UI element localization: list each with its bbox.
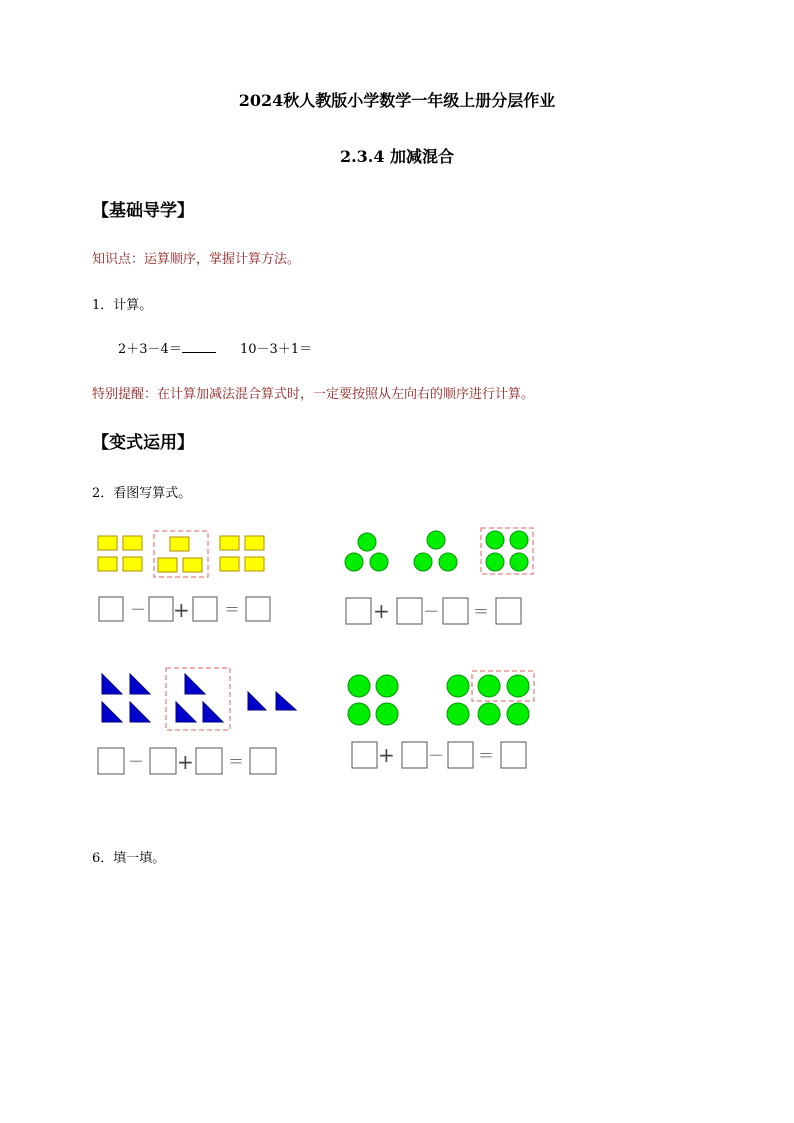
answer-box[interactable] [448, 742, 473, 768]
triangle-group-2 [176, 674, 223, 722]
green-circle [376, 703, 398, 725]
answer-boxes-4 [352, 742, 526, 768]
green-circle [348, 675, 370, 697]
yellow-rectangle [98, 536, 117, 550]
blue-triangle [102, 702, 122, 722]
yellow-rectangle [123, 557, 142, 571]
operator-plus: + [373, 599, 390, 623]
green-circle [507, 703, 529, 725]
answer-boxes-2 [346, 598, 521, 624]
operator-minus: － [428, 746, 445, 765]
answer-boxes-3 [98, 748, 276, 774]
green-circle [427, 531, 445, 549]
answer-box[interactable] [352, 742, 377, 768]
figure-triangles [90, 662, 305, 780]
answer-box[interactable] [496, 598, 521, 624]
yellow-rectangle [183, 558, 202, 572]
operator-equals: ＝ [224, 600, 241, 619]
green-circle [478, 675, 500, 697]
answer-blank[interactable] [182, 340, 216, 353]
green-circle [447, 675, 469, 697]
answer-box[interactable] [196, 748, 222, 774]
answer-box[interactable] [193, 597, 217, 621]
green-circle [447, 703, 469, 725]
answer-box[interactable] [443, 598, 468, 624]
green-circle [510, 553, 528, 571]
green-circle [439, 553, 457, 571]
question-6-label: 6．填一填。 [92, 851, 166, 866]
operator-plus: + [177, 750, 194, 774]
operator-equals: ＝ [478, 746, 495, 765]
blue-triangle [248, 692, 266, 710]
equation-2: 10－3＋1＝ [240, 342, 313, 357]
figure-circles-2 [340, 668, 545, 776]
circle-group-2 [414, 531, 457, 571]
yellow-rectangle [220, 536, 239, 550]
rect-group-1 [98, 536, 142, 571]
answer-box[interactable] [149, 597, 173, 621]
yellow-rectangle [98, 557, 117, 571]
operator-plus: + [173, 598, 190, 622]
equation-1 [118, 338, 216, 357]
answer-box[interactable] [99, 597, 123, 621]
circle-group-4 [348, 675, 398, 725]
green-circle [507, 675, 529, 697]
blue-triangle [130, 702, 150, 722]
blue-triangle [276, 692, 296, 710]
green-circle [510, 531, 528, 549]
yellow-rectangle [158, 558, 177, 572]
knowledge-point: 知识点：运算顺序，掌握计算方法。 [92, 252, 301, 267]
blue-triangle [102, 674, 122, 694]
answer-box[interactable] [98, 748, 124, 774]
operator-minus: － [423, 602, 440, 621]
green-circle [376, 675, 398, 697]
green-circle [370, 553, 388, 571]
figure-circles-1 [335, 522, 545, 630]
blue-triangle [130, 674, 150, 694]
section-heading-basic: 【基础导学】 [92, 201, 194, 221]
yellow-rectangle [245, 536, 264, 550]
figure-rectangles [90, 525, 290, 630]
green-circle [486, 531, 504, 549]
yellow-rectangle [245, 557, 264, 571]
triangle-group-3 [248, 692, 296, 710]
operator-equals: ＝ [473, 602, 490, 621]
answer-box[interactable] [346, 598, 371, 624]
question-2-label: 2．看图写算式。 [92, 486, 192, 501]
green-circle [358, 533, 376, 551]
green-circle [486, 553, 504, 571]
operator-plus: + [378, 743, 395, 767]
circle-group-1 [345, 533, 388, 571]
blue-triangle [176, 702, 196, 722]
answer-box[interactable] [501, 742, 526, 768]
equation-1-text: 2＋3－4＝ [118, 342, 182, 357]
page-subtitle: 2.3.4 加减混合 [339, 147, 455, 166]
section-heading-variation: 【变式运用】 [92, 433, 194, 453]
answer-box[interactable] [250, 748, 276, 774]
triangle-group-1 [102, 674, 150, 722]
rect-group-3 [220, 536, 264, 571]
blue-triangle [185, 674, 205, 694]
answer-box[interactable] [402, 742, 427, 768]
circle-group-3 [486, 531, 528, 571]
answer-box[interactable] [397, 598, 422, 624]
answer-box[interactable] [150, 748, 176, 774]
circle-group-5 [447, 675, 529, 725]
green-circle [478, 703, 500, 725]
question-1-label: 1．计算。 [92, 298, 153, 313]
yellow-rectangle [220, 557, 239, 571]
page-title: 2024秋人教版小学数学一年级上册分层作业 [238, 91, 556, 110]
green-circle [414, 553, 432, 571]
answer-boxes-1 [99, 597, 270, 622]
special-tip: 特别提醒：在计算加减法混合算式时，一定要按照从左向右的顺序进行计算。 [92, 387, 535, 402]
yellow-rectangle [170, 537, 189, 551]
yellow-rectangle [123, 536, 142, 550]
operator-equals: ＝ [228, 752, 245, 771]
operator-minus: － [128, 752, 145, 771]
operator-minus: － [130, 600, 147, 619]
blue-triangle [203, 702, 223, 722]
green-circle [345, 553, 363, 571]
answer-box[interactable] [246, 597, 270, 621]
rect-group-2 [158, 537, 202, 572]
green-circle [348, 703, 370, 725]
